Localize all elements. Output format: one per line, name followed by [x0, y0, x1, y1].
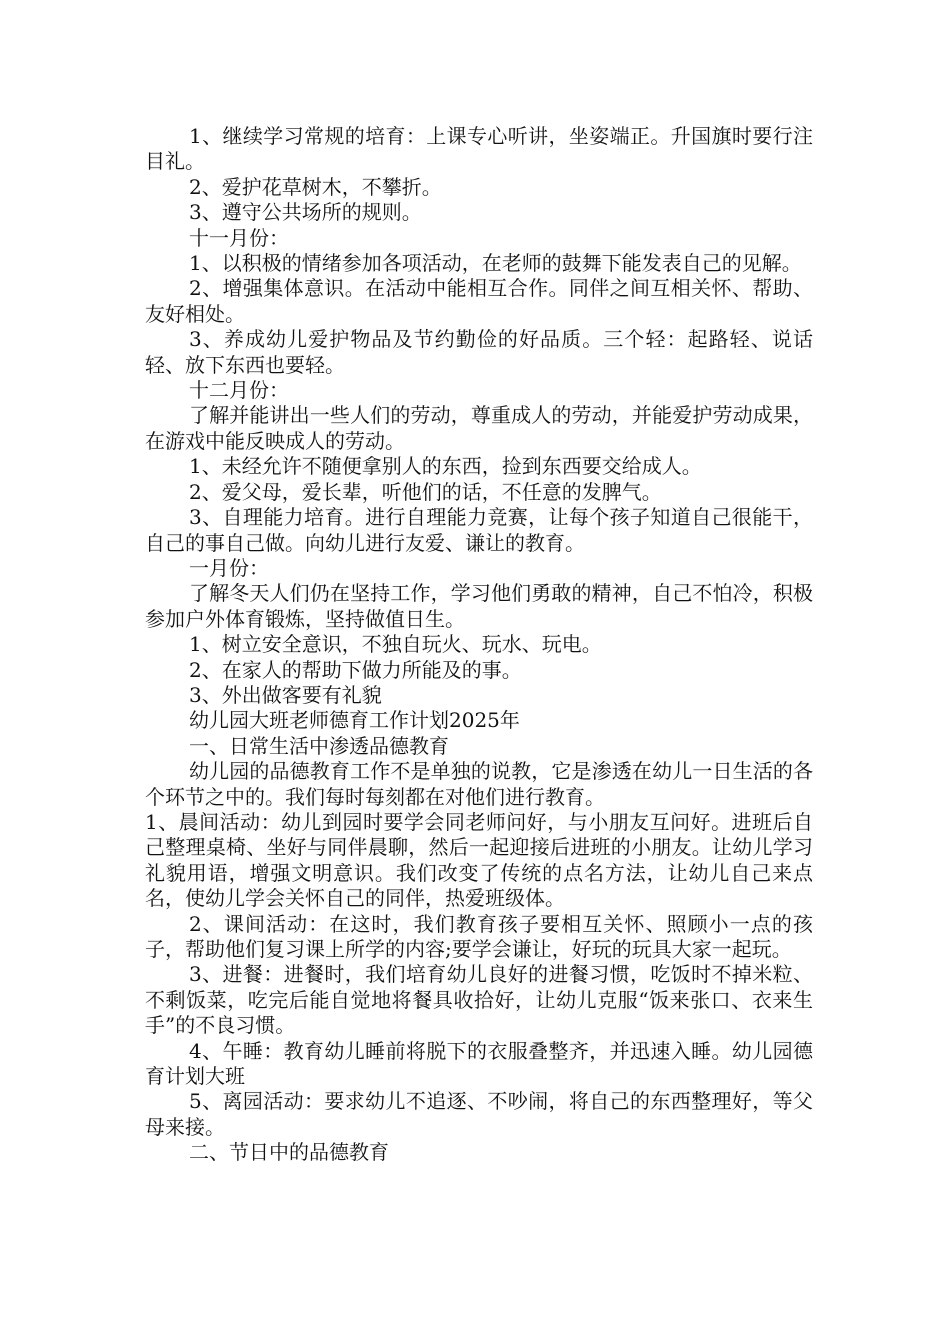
paragraph: 幼儿园大班老师德育工作计划2025年 [189, 708, 520, 733]
paragraph: 3、养成幼儿爱护物品及节约勤俭的好品质。三个轻：起路轻、说话轻、放下东西也要轻。 [145, 327, 813, 377]
paragraph: 3、外出做客要有礼貌 [189, 682, 382, 707]
paragraph: 十一月份： [189, 225, 289, 250]
paragraph: 2、爱护花草树木，不攀折。 [189, 174, 442, 199]
paragraph: 幼儿园的品德教育工作不是单独的说教，它是渗透在幼儿一日生活的各个环节之中的。我们每时每刻都在对他们进行教育。 [145, 759, 813, 809]
paragraph: 2、在家人的帮助下做力所能及的事。 [189, 657, 522, 682]
paragraph: 3、遵守公共场所的规则。 [189, 200, 422, 225]
paragraph: 3、自理能力培育。进行自理能力竞赛，让每个孩子知道自己很能干，自己的事自己做。向幼儿进行友爱、谦让的教育。 [145, 505, 813, 555]
paragraph: 2、增强集体意识。在活动中能相互合作。同伴之间互相关怀、帮助、友好相处。 [145, 276, 813, 326]
paragraph: 4、午睡：教育幼儿睡前将脱下的衣服叠整齐，并迅速入睡。幼儿园德育计划大班 [145, 1038, 813, 1089]
paragraph: 二、节日中的品德教育 [189, 1140, 389, 1165]
paragraph: 2、爱父母，爱长辈，听他们的话，不任意的发脾气。 [189, 479, 662, 504]
paragraph: 了解冬天人们仍在坚持工作，学习他们勇敢的精神，自己不怕冷，积极参加户外体育锻炼，坚持做值日生。 [145, 581, 813, 631]
paragraph: 3、进餐：进餐时，我们培育幼儿良好的进餐习惯，吃饭时不掉米粒、不剩饭菜，吃完后能自觉地将餐具收拾好，让幼儿克服“饭来张口、衣来生手”的不良习惯。 [145, 962, 813, 1038]
paragraph: 一月份： [189, 555, 269, 580]
paragraph: 2、课间活动：在这时，我们教育孩子要相互关怀、照顾小一点的孩子，帮助他们复习课上所学的内容;要学会谦让，好玩的玩具大家一起玩。 [145, 911, 813, 961]
paragraph: 十二月份： [189, 378, 289, 403]
paragraph: 了解并能讲出一些人们的劳动，尊重成人的劳动，并能爱护劳动成果，在游戏中能反映成人的劳动。 [145, 403, 813, 453]
paragraph: 1、以积极的情绪参加各项活动，在老师的鼓舞下能发表自己的见解。 [189, 251, 802, 276]
paragraph: 1、继续学习常规的培育：上课专心听讲，坐姿端正。升国旗时要行注目礼。 [145, 124, 813, 174]
paragraph: 5、离园活动：要求幼儿不追逐、不吵闹，将自己的东西整理好，等父母来接。 [145, 1089, 813, 1139]
paragraph: 1、晨间活动：幼儿到园时要学会同老师问好，与小朋友互问好。进班后自己整理桌椅、坐好与同伴晨聊，然后一起迎接后进班的小朋友。让幼儿学习礼貌用语，增强文明意识。我们改变了传统的点名方法，让幼儿自己来点名，使幼儿学会关怀自己的同伴，热爱班级体。 [145, 809, 813, 911]
document-body [145, 124, 813, 1166]
paragraph: 1、未经允许不随便拿别人的东西，捡到东西要交给成人。 [189, 454, 702, 479]
paragraph: 1、树立安全意识，不独自玩火、玩水、玩电。 [189, 632, 602, 657]
paragraph: 一、日常生活中渗透品德教育 [189, 733, 449, 758]
